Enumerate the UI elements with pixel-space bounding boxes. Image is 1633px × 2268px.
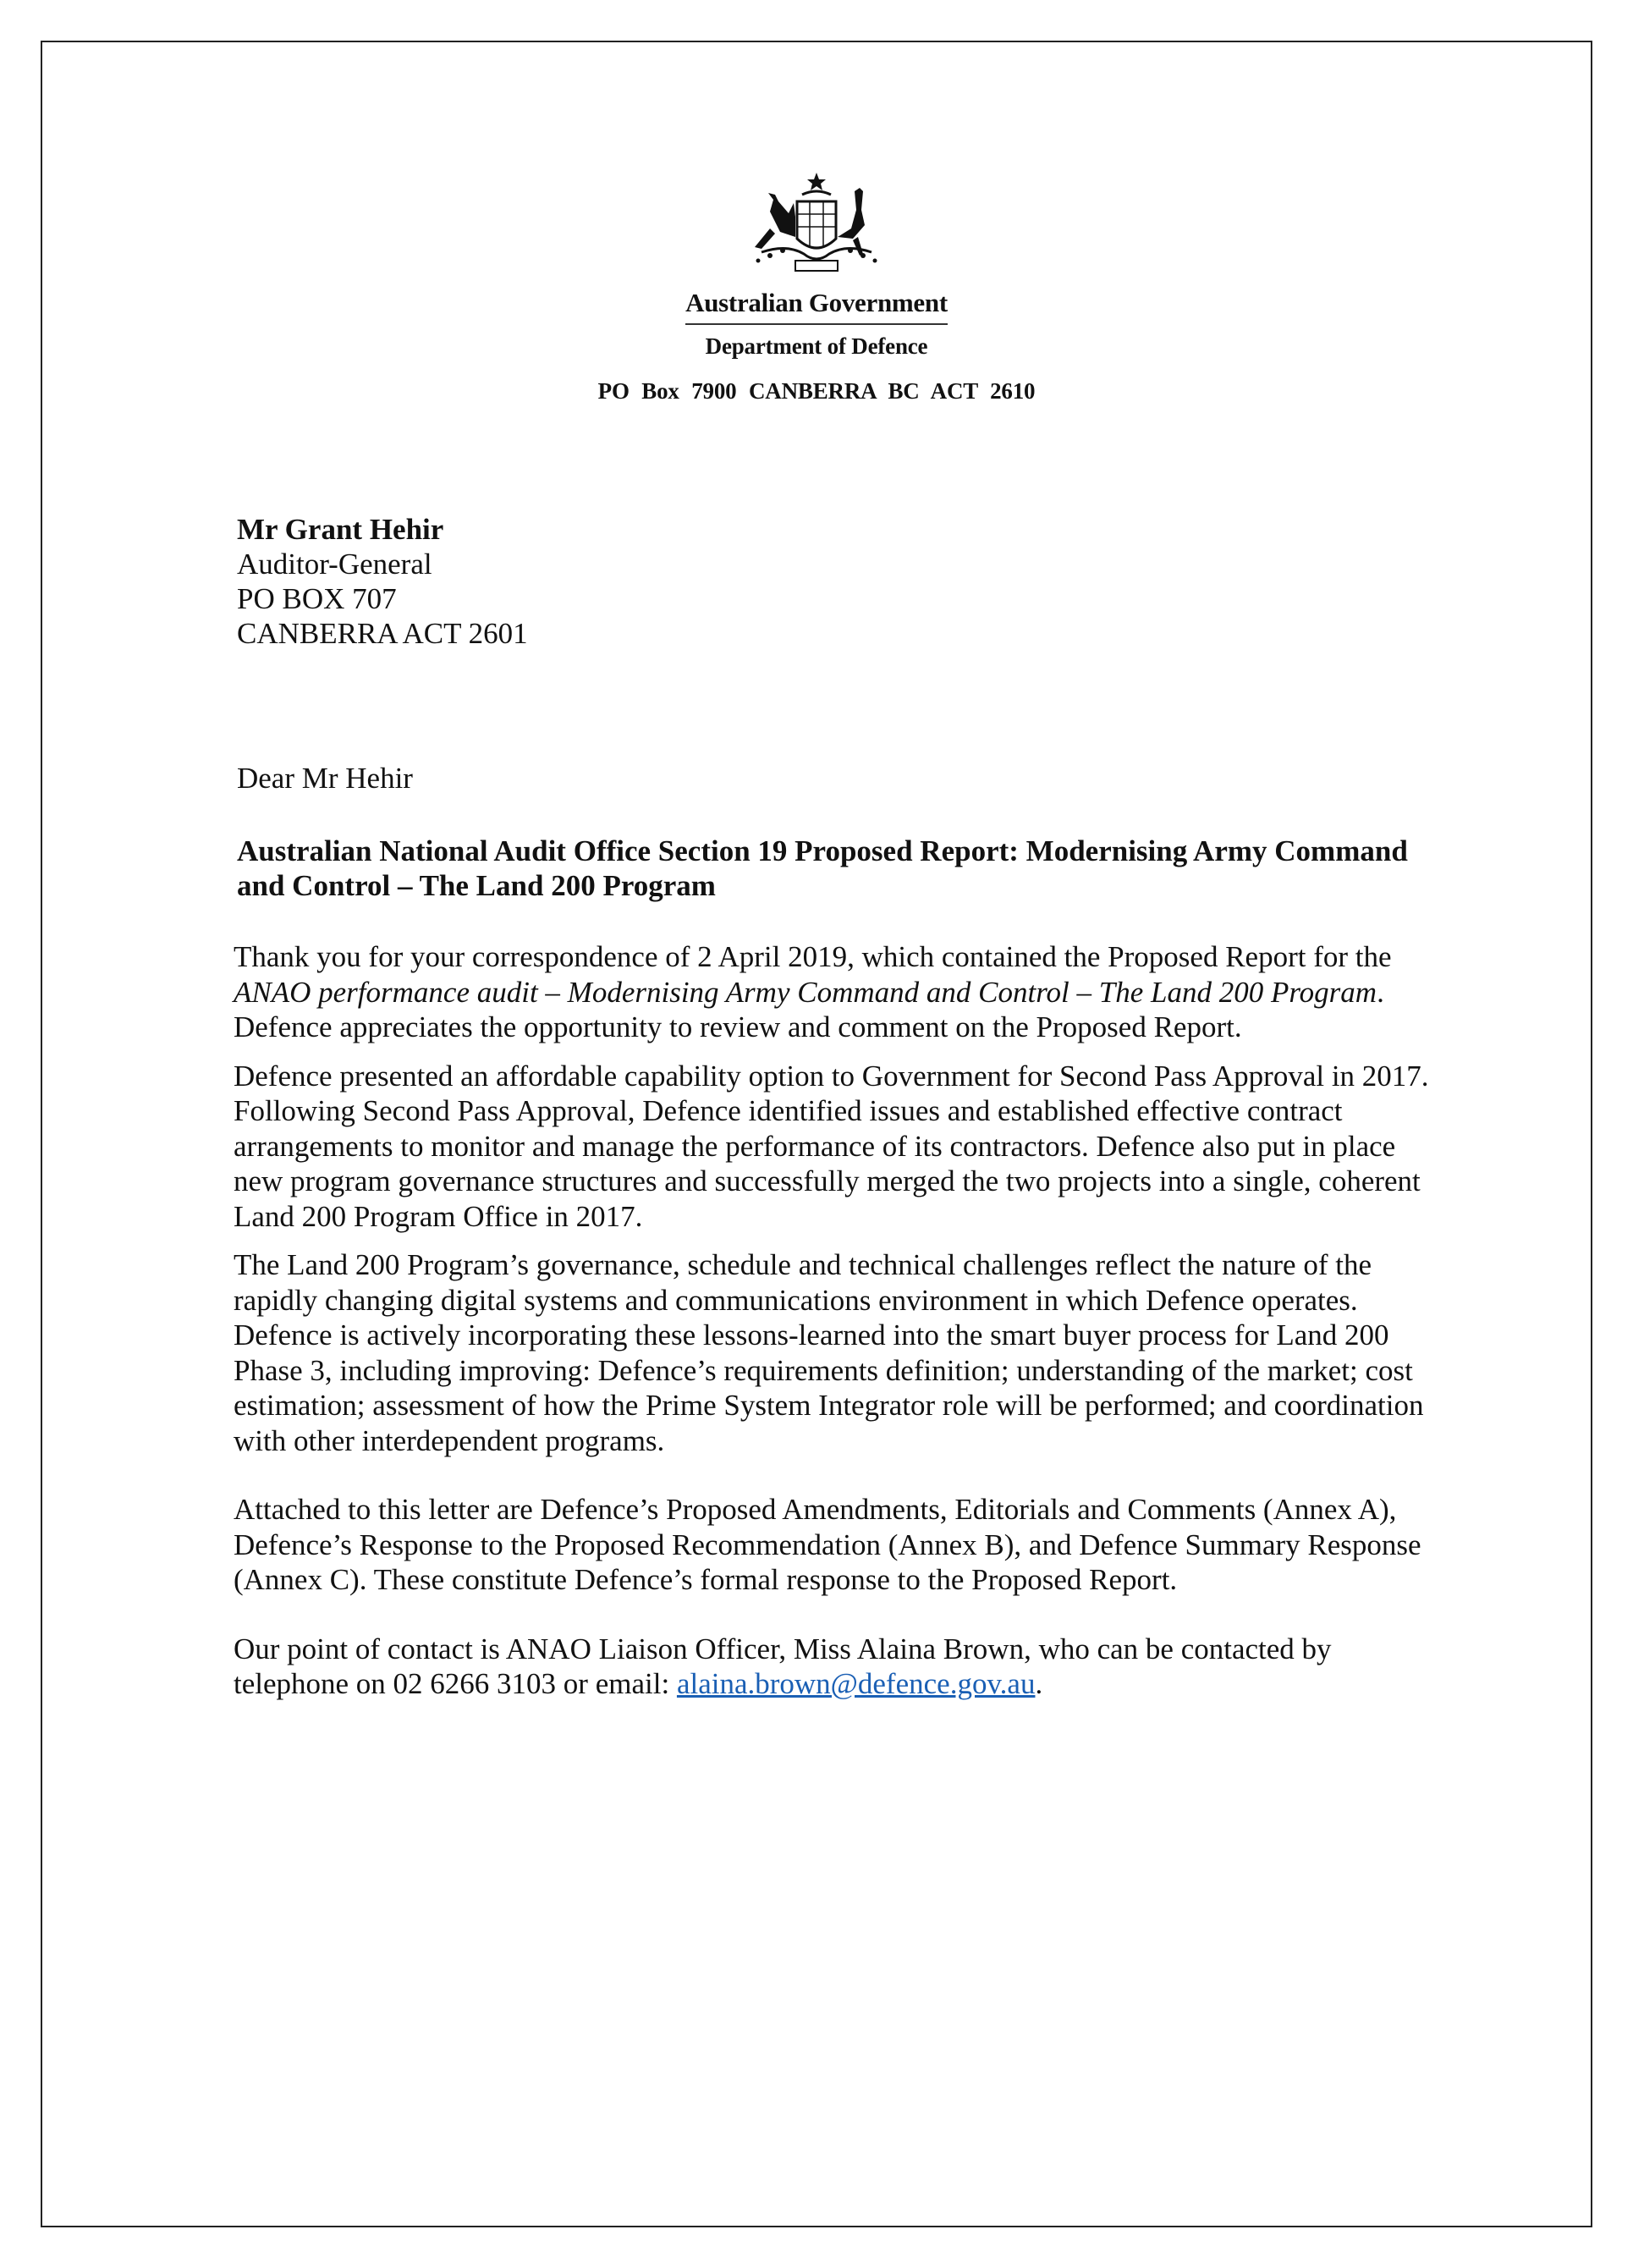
paragraph-4: Attached to this letter are Defence’s Proposed Amendments, Editorials and Comments (Annex A), Defence’s Response to the Proposed Recommendation (Annex B), and Defence Summary Response (Annex C). These constitute Defence’s formal response to the Proposed Report. (234, 1493, 1421, 1596)
paragraph-2: Defence presented an affordable capability option to Government for Second Pass Approval in 2017. Following Second Pass Approval, Defence identified issues and established effective contract arrangements to monitor and manage the performance of its contractors. Defence also put in place new program governance structures and successfully merged the two projects into a single, coherent Land 200 Program Office in 2017. (234, 1059, 1429, 1233)
government-name: Australian Government (685, 288, 948, 325)
department-address: PO Box 7900 CANBERRA BC ACT 2610 (597, 378, 1036, 404)
recipient-name: Mr Grant Hehir (237, 513, 444, 546)
salutation: Dear Mr Hehir (237, 762, 413, 795)
paragraph-3: The Land 200 Program’s governance, schedule and technical challenges reflect the nature of the rapidly changing digital systems and communications environment in which Defence operates. Defence is actively incorporating these lessons-learned into the smart buyer process for Land 200 Phase 3, including improving: Defence’s requirements definition; understanding of the market; cost estimation; assessment of how the Prime System Integrator role will be performed; and coordination with other interdependent programs. (234, 1248, 1424, 1457)
recipient-title: Auditor-General (237, 548, 432, 581)
department-name: Department of Defence (705, 333, 928, 359)
paragraph-5: Our point of contact is ANAO Liaison Officer, Miss Alaina Brown, who can be contacted by telephone on 02 6266 3103 or email: alaina.brown@defence.gov.au. (234, 1632, 1332, 1700)
letter-body (234, 939, 1435, 1715)
recipient-block (237, 512, 528, 651)
report-title-italic: ANAO performance audit – Modernising Army Command and Control – The Land 200 Program (234, 975, 1377, 1009)
contact-email-link[interactable]: alaina.brown@defence.gov.au (676, 1667, 1036, 1700)
coat-of-arms-icon (736, 169, 897, 279)
recipient-address-line2: CANBERRA ACT 2601 (237, 617, 528, 650)
letterhead (0, 169, 1633, 405)
recipient-address-line1: PO BOX 707 (237, 582, 397, 615)
paragraph-1: Thank you for your correspondence of 2 April 2019, which contained the Proposed Report for the ANAO performance audit – Modernising Army Command and Control – The Land 200 Program. Defence appreciates the opportunity to review and comment on the Proposed Report. (234, 940, 1392, 1043)
subject-line: Australian National Audit Office Section 19 Proposed Report: Modernising Army Command and Control – The Land 200 Program (237, 834, 1408, 902)
